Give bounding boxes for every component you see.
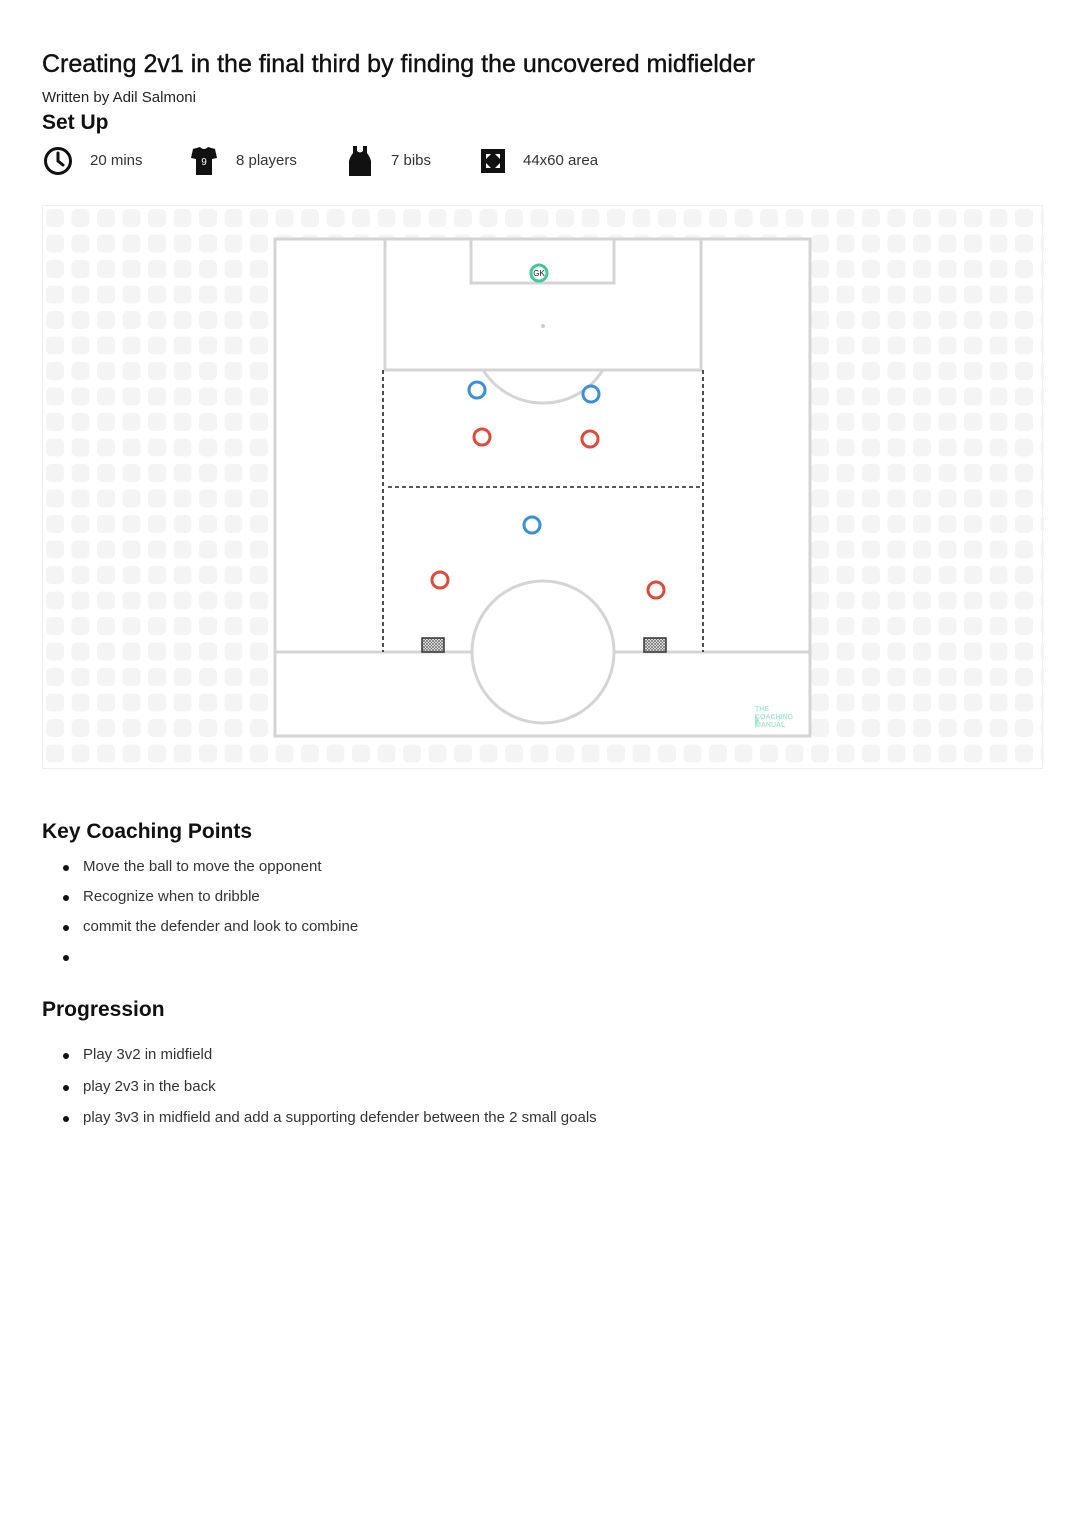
goalkeeper bbox=[531, 265, 547, 281]
blue-player bbox=[583, 386, 599, 402]
svg-text:MANUAL: MANUAL bbox=[755, 722, 786, 729]
list-item: Move the ball to move the opponent bbox=[42, 857, 942, 887]
progression-heading: Progression bbox=[42, 998, 165, 1021]
area-text: 44x60 area bbox=[523, 152, 599, 169]
clock-icon bbox=[42, 145, 74, 177]
bibs-text: 7 bibs bbox=[391, 152, 432, 169]
red-player bbox=[474, 429, 490, 445]
setup-heading: Set Up bbox=[42, 111, 109, 134]
coaching-points-heading: Key Coaching Points bbox=[42, 820, 253, 843]
svg-text:THE: THE bbox=[755, 706, 769, 713]
blue-player bbox=[469, 382, 485, 398]
area-icon bbox=[478, 145, 510, 177]
red-player bbox=[432, 572, 448, 588]
blue-player bbox=[524, 517, 540, 533]
setup-info-row bbox=[42, 145, 742, 177]
small-goal-right bbox=[644, 638, 666, 652]
goalkeeper-label: GK bbox=[533, 269, 545, 278]
penalty-spot bbox=[541, 324, 545, 328]
progression-list bbox=[42, 1045, 942, 1138]
bib-icon bbox=[344, 145, 376, 177]
red-player bbox=[648, 582, 664, 598]
list-item bbox=[42, 947, 942, 977]
list-item: play 2v3 in the back bbox=[42, 1077, 942, 1108]
svg-text:COACHING: COACHING bbox=[755, 714, 794, 721]
list-item: play 3v3 in midfield and add a supporting defender between the 2 small goals bbox=[42, 1108, 942, 1138]
red-player bbox=[582, 431, 598, 447]
list-item: Play 3v2 in midfield bbox=[42, 1045, 942, 1077]
shirt-icon bbox=[188, 145, 220, 177]
small-goal-left bbox=[422, 638, 444, 652]
pitch-diagram bbox=[43, 206, 1044, 770]
list-item: commit the defender and look to combine bbox=[42, 917, 942, 947]
shirt-number: 9 bbox=[201, 157, 207, 168]
author-line: Written by Adil Salmoni bbox=[42, 89, 196, 106]
drill-diagram bbox=[42, 205, 1043, 769]
duration-text: 20 mins bbox=[90, 152, 143, 169]
coaching-points-list bbox=[42, 857, 942, 977]
list-item: Recognize when to dribble bbox=[42, 887, 942, 917]
page-title: Creating 2v1 in the final third by finding the uncovered midfielder bbox=[42, 50, 755, 78]
players-text: 8 players bbox=[236, 152, 297, 169]
